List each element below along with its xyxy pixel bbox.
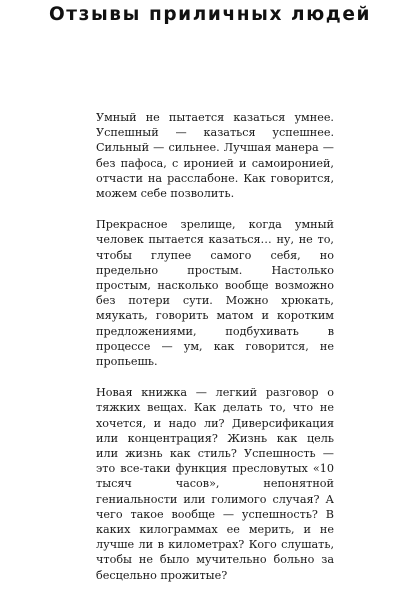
paragraph-3: Новая книжка — легкий разговор о тяжких вещах. Как делать то, что не хочется, и надо ли? Диверсификация или концентрация? Жизнь как цель или жизнь как стиль? Успешность — это все-таки функция пресловутых «10 тысяч часов», непонятной гениальности или голимого случая? А чего такое вообще — успешность? В каких килограммах ее мерить, и не лучше ли в километрах? Кого слушать, чтобы не было мучительно больно за бесцельно прожитые? bbox=[96, 386, 334, 582]
chapter-title: Отзывы приличных людей bbox=[48, 4, 372, 25]
paragraph-1: Умный не пытается казаться умнее. Успешный — казаться успешнее. Сильный — сильнее. Лучшая манера — без пафоса, с иронией и самоиронией, отчасти на расслабоне. Как говорится, можем себе позволить. bbox=[96, 111, 334, 201]
paragraph-2: Прекрасное зрелище, когда умный человек пытается казаться… ну, не то, чтобы глупее самого себя, но предельно простым. Настолько простым, насколько вообще возможно без потери сути. Можно хрюкать, мяукать, говорить матом и коротким предложениями, подбухивать в процессе — ум, как говорится, не пропьешь. bbox=[96, 218, 334, 369]
body-text bbox=[96, 110, 334, 599]
